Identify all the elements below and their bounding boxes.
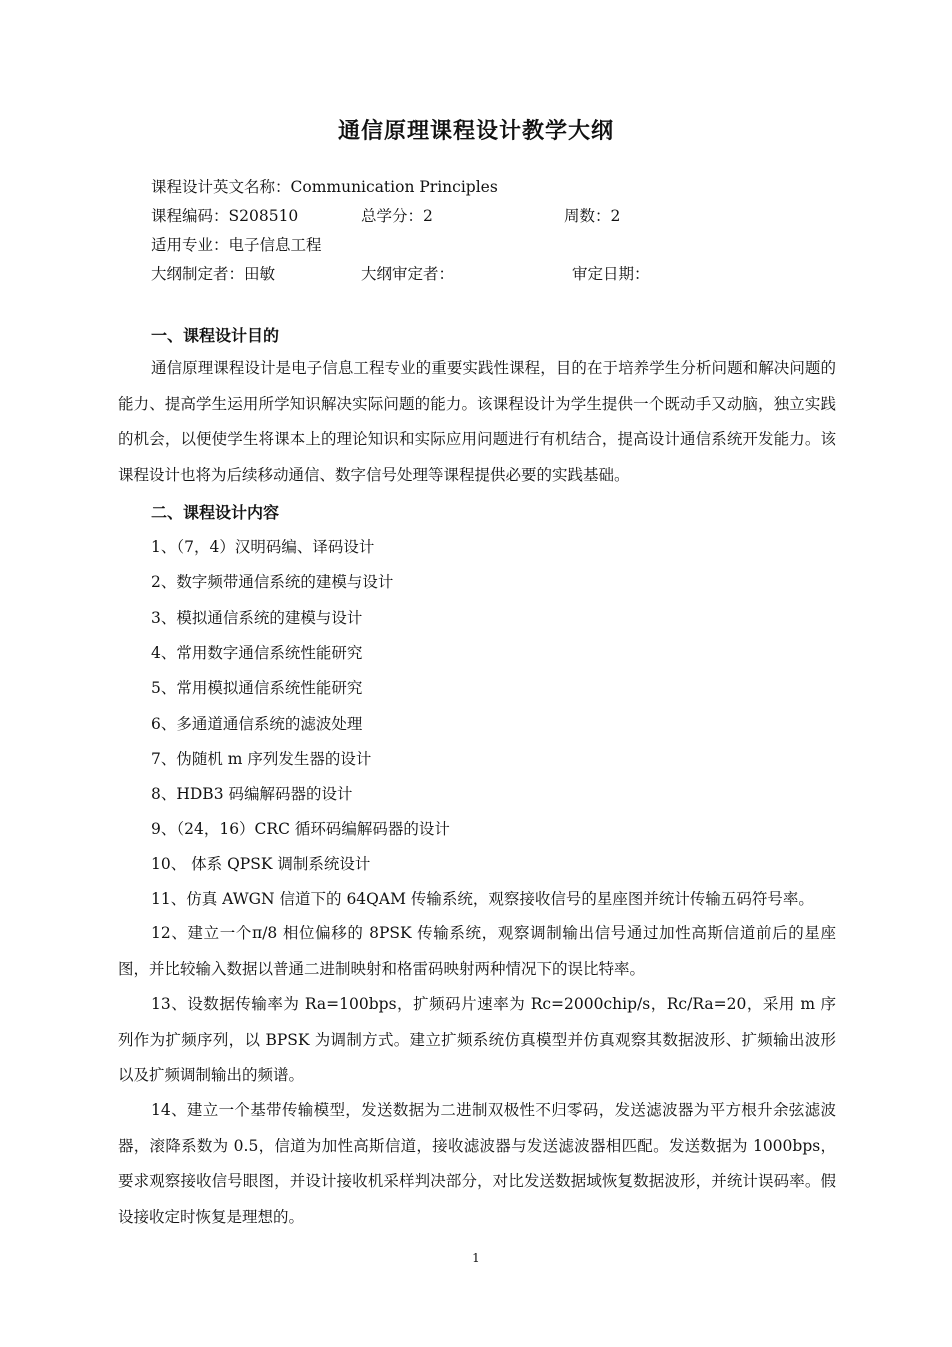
author: 大纲制定者：田敏: [151, 265, 276, 283]
reviewer: 大纲审定者：: [361, 265, 455, 283]
content-item: 9、（24，16）CRC 循环码编解码器的设计: [151, 820, 450, 838]
page-number: 1: [472, 1251, 480, 1265]
content-item: 2、数字频带通信系统的建模与设计: [151, 573, 394, 591]
section-paragraph-purpose: 通信原理课程设计是电子信息工程专业的重要实践性课程，目的在于培养学生分析问题和解决问题的能力、提高学生运用所学知识解决实际问题的能力。该课程设计为学生提供一个既动手又动脑，独立实践的机会，以便使学生将课本上的理论知识和实际应用问题进行有机结合，提高设计通信系统开发能力。该课程设计也将为后续移动通信、数字信号处理等课程提供必要的实践基础。: [118, 359, 836, 484]
review-date: 审定日期：: [572, 265, 650, 283]
content-item: 10、 体系 QPSK 调制系统设计: [151, 855, 371, 873]
content-item: 3、模拟通信系统的建模与设计: [151, 609, 363, 627]
total-credits: 总学分：2: [361, 207, 433, 225]
section-heading-content: 二、课程设计内容: [151, 503, 280, 522]
content-item-14: 14、建立一个基带传输模型，发送数据为二进制双极性不归零码，发送滤波器为平方根升余弦滤波器，滚降系数为 0.5，信道为加性高斯信道，接收滤波器与发送滤波器相匹配。发送数据为 1000bps，要求观察接收信号眼图，并设计接收机采样判决部分，对比发送数据域恢复数据波形，并统计误码率。假设接收定时恢复是理想的。: [118, 1101, 836, 1226]
content-item: 7、伪随机 m 序列发生器的设计: [151, 750, 372, 768]
english-name: 课程设计英文名称：Communication Principles: [151, 178, 498, 196]
document-title: 通信原理课程设计教学大纲: [337, 119, 614, 144]
content-item: 1、（7，4）汉明码编、译码设计: [151, 538, 375, 556]
content-item: 6、多通道通信系统的滤波处理: [151, 715, 363, 733]
content-item-13: 13、设数据传输率为 Ra=100bps，扩频码片速率为 Rc=2000chip/s，Rc/Ra=20，采用 m 序列作为扩频序列，以 BPSK 为调制方式。建立扩频系统仿真模型并仿真观察其数据波形、扩频输出波形以及扩频调制输出的频谱。: [118, 995, 836, 1084]
content-item: 8、HDB3 码编解码器的设计: [151, 785, 353, 803]
major: 适用专业：电子信息工程: [151, 236, 322, 254]
section-heading-purpose: 一、课程设计目的: [151, 326, 280, 345]
content-item: 4、常用数字通信系统性能研究: [151, 644, 363, 662]
content-item-12: 12、建立一个π/8 相位偏移的 8PSK 传输系统，观察调制输出信号通过加性高斯信道前后的星座图，并比较输入数据以普通二进制映射和格雷码映射两种情况下的误比特率。: [118, 924, 836, 978]
content-item: 11、仿真 AWGN 信道下的 64QAM 传输系统，观察接收信号的星座图并统计传输五码符号率。: [151, 890, 814, 908]
course-code: 课程编码：S208510: [151, 207, 299, 225]
content-item: 5、常用模拟通信系统性能研究: [151, 679, 363, 697]
weeks: 周数：2: [564, 207, 621, 225]
